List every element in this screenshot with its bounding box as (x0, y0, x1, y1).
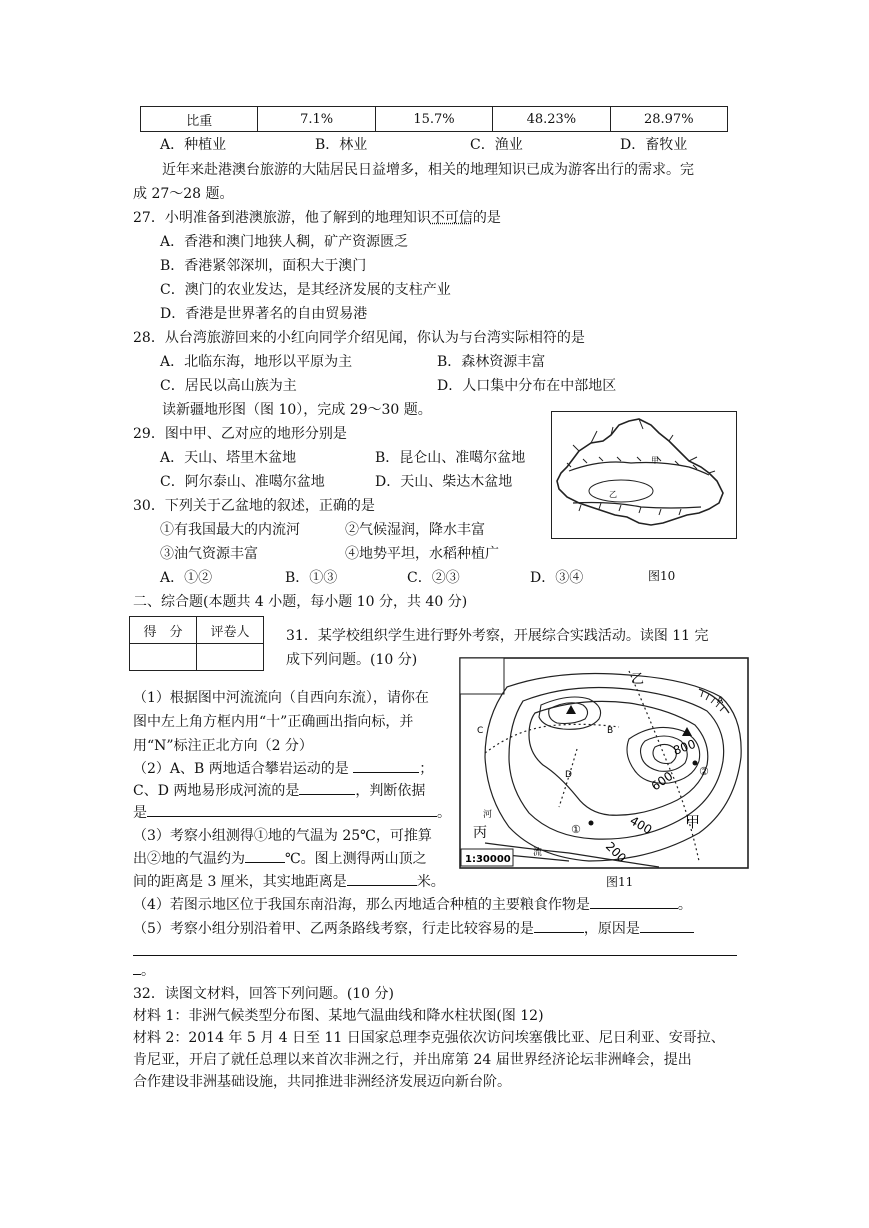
q32-material-2-line2: 肯尼亚，开启了就任总理以来首次非洲之行，并出席第 24 届世界经济论坛非洲峰会，提出 (133, 1052, 692, 1068)
q30-item-1: ①有我国最大的内流河 (160, 522, 300, 538)
q31-p5 (133, 918, 694, 939)
q31-p1-line1: （1）根据图中河流流向（自西向东流），请你在 (133, 690, 429, 706)
q31-p2-line2 (133, 780, 425, 801)
fig10-label-jia: 甲 (651, 456, 659, 465)
q31-p2-semicolon: ； (419, 761, 434, 777)
table-cell: 7.1% (258, 107, 375, 132)
q32-material-2-line1: 材料 2：2014 年 5 月 4 日至 11 日国家总理李克强依次访问埃塞俄比亚、尼日利亚、安哥拉、 (133, 1030, 725, 1046)
score-cell[interactable] (130, 644, 197, 671)
q29-option-a: A．天山、塔里木盆地 (160, 450, 297, 466)
q30-stem: 30．下列关于乙盆地的叙述，正确的是 (133, 498, 375, 514)
q31-p5-blank-2[interactable] (640, 918, 694, 933)
q31-p2-text3: ，判断依据 (355, 783, 426, 799)
q28-option-a: A．北临东海，地形以平原为主 (160, 354, 353, 370)
q31-p5-blank-1[interactable] (534, 918, 584, 933)
q31-p2-period: 。 (437, 805, 451, 821)
q31-stem-line1: 31．某学校组织学生进行野外考察，开展综合实践活动。读图 11 完 (286, 628, 709, 644)
q31-p4 (133, 894, 692, 915)
q31-p3-text2: ℃。图上测得两山顶之 (285, 851, 427, 867)
q31-p3-line1: （3）考察小组测得①地的气温为 25℃，可推算 (133, 828, 432, 844)
figure-11-caption: 图11 (606, 875, 634, 889)
q29-option-b: B．昆仑山、准噶尔盆地 (375, 450, 526, 466)
q27-option-c: C．澳门的农业发达，是其经济发展的支柱产业 (160, 282, 451, 298)
fig11-label-C: C (477, 726, 484, 736)
fig11-label-he: 河 (483, 810, 493, 820)
q28-option-b: B．森林资源丰富 (437, 354, 546, 370)
fig10-label-yi: 乙 (609, 490, 617, 499)
north-arrow-box[interactable] (460, 658, 504, 694)
q29-option-c: C．阿尔泰山、准噶尔盆地 (160, 474, 325, 490)
point-1-marker (589, 821, 594, 826)
q31-p2-line3 (133, 802, 451, 823)
q31-p4-text: （4）若图示地区位于我国东南沿海，那么丙地适合种植的主要粮食作物是 (133, 897, 590, 913)
intro-hk-line1: 近年来赴港澳台旅游的大陆居民日益增多，相关的地理知识已成为游客出行的需求。完 (162, 162, 694, 178)
contour-map-image (459, 657, 749, 869)
score-table (129, 616, 264, 671)
grader-header: 评卷人 (197, 617, 264, 644)
q31-p4-period: 。 (677, 897, 692, 913)
q31-p3-text4: 米。 (416, 874, 445, 890)
q31-p3-line3 (133, 871, 445, 892)
intro-xj: 读新疆地形图（图 10），完成 29～30 题。 (162, 402, 432, 418)
q26-option-d: D．畜牧业 (620, 137, 688, 153)
score-header: 得 分 (130, 617, 197, 644)
q31-p5-end-period: 。 (141, 963, 155, 979)
contour-label-600: 600 (648, 768, 676, 794)
scale-label: 1:30000 (465, 854, 511, 865)
q31-p4-blank[interactable] (590, 894, 678, 909)
q31-p3-line2 (133, 848, 427, 869)
q31-p2-blank-3[interactable] (147, 802, 437, 817)
q32-stem: 32．读图文材料，回答下列问题。(10 分) (133, 986, 395, 1002)
table-cell: 15.7% (375, 107, 492, 132)
q30-option-a: A．①② (160, 570, 213, 586)
q29-option-d: D．天山、柴达木盆地 (375, 474, 513, 490)
q31-p5-end (133, 960, 155, 981)
q26-option-a: A．种植业 (160, 137, 227, 153)
q31-p5-end-blank (133, 960, 141, 975)
table-label-cell: 比重 (141, 107, 258, 132)
figure-10-caption: 图10 (648, 569, 676, 583)
q31-p5-answer-line[interactable] (133, 955, 737, 956)
table-row (130, 617, 264, 644)
q31-p2-line1 (133, 758, 433, 779)
q30-option-b: B．①③ (285, 570, 338, 586)
q31-p3-blank-1[interactable] (245, 848, 285, 863)
q31-p3-blank-2[interactable] (347, 871, 417, 886)
point-2-marker (693, 761, 698, 766)
q32-material-1: 材料 1：非洲气候类型分布图、某地气温曲线和降水柱状图(图 12) (133, 1008, 544, 1024)
q31-p2-blank-2[interactable] (299, 780, 355, 795)
q27-stem-pre: 27．小明准备到港澳旅游，他了解到的地理知识 (133, 210, 431, 226)
q26-option-b: B．林业 (315, 137, 368, 153)
q31-p3-text: 出②地的气温约为 (133, 851, 245, 867)
q29-stem: 29．图中甲、乙对应的地形分别是 (133, 426, 347, 442)
q31-p2-text4: 是 (133, 805, 147, 821)
fig11-label-point2: ② (699, 765, 709, 778)
q28-option-d: D．人口集中分布在中部地区 (437, 378, 617, 394)
table-cell: 48.23% (493, 107, 610, 132)
q28-stem: 28．从台湾旅游回来的小红向同学介绍见闻，你认为与台湾实际相符的是 (133, 330, 585, 346)
figure-10-xinjiang-map (551, 411, 737, 543)
q27-stem-emphasis: 不可信 (430, 210, 473, 226)
fig11-label-A: A (717, 696, 724, 706)
q31-stem-line2: 成下列问题。(10 分) (286, 652, 418, 668)
q28-option-c: C．居民以高山族为主 (160, 378, 297, 394)
xinjiang-map-image (551, 411, 737, 539)
q30-option-d: D．③④ (530, 570, 584, 586)
fig11-label-bing: 丙 (473, 825, 487, 841)
fig11-label-yi: 乙 (631, 672, 645, 687)
contour-label-400: 400 (627, 813, 655, 838)
q27-stem (133, 208, 501, 228)
q31-p5-text: （5）考察小组分别沿着甲、乙两条路线考察，行走比较容易的是 (133, 921, 534, 937)
q31-p1-line3: 用“N”标注正北方向（2 分） (133, 738, 313, 754)
fig11-label-B: B (607, 726, 614, 736)
intro-hk-line2: 成 27～28 题。 (133, 186, 234, 202)
q27-option-a: A．香港和澳门地狭人稠，矿产资源匮乏 (160, 234, 409, 250)
q30-item-3: ③油气资源丰富 (160, 546, 258, 562)
q30-item-2: ②气候湿润，降水丰富 (345, 522, 485, 538)
table-cell: 28.97% (610, 107, 727, 132)
q30-option-c: C．②③ (407, 570, 460, 586)
table-row (141, 107, 728, 132)
q31-p2-text2: C、D 两地易形成河流的是 (133, 783, 300, 799)
q27-stem-post: 的是 (472, 210, 501, 226)
contour-label-200: 200 (602, 839, 629, 866)
fig11-label-point1: ① (571, 823, 581, 836)
table-row (130, 644, 264, 671)
q31-p1-line2: 图中左上角方框内用“十”正确画出指向标，并 (133, 714, 414, 730)
q31-p2-blank-1[interactable] (353, 758, 419, 773)
fig11-label-jia: 甲 (685, 813, 701, 831)
q30-item-4: ④地势平坦，水稻种植广 (345, 546, 499, 562)
contour-label-800: 800 (671, 736, 698, 758)
section-2-heading: 二、综合题(本题共 4 小题，每小题 10 分，共 40 分) (133, 594, 468, 610)
q31-p5-text2: ，原因是 (583, 921, 640, 937)
ratio-table (140, 106, 728, 132)
q27-option-b: B．香港紧邻深圳，面积大于澳门 (160, 258, 367, 274)
q26-option-c: C．渔业 (470, 137, 523, 153)
grader-cell[interactable] (197, 644, 264, 671)
fig11-label-D: D (565, 770, 572, 780)
q32-material-2-line3: 合作建设非洲基础设施，共同推进非洲经济发展迈向新台阶。 (133, 1074, 511, 1090)
figure-11-contour-map (459, 657, 749, 873)
q31-p2-text: （2）A、B 两地适合攀岩运动的是 (133, 761, 349, 777)
fig11-label-liu: 流 (533, 848, 543, 858)
q31-p3-text3: 间的距离是 3 厘米，其实地距离是 (133, 874, 347, 890)
q27-option-d: D．香港是世界著名的自由贸易港 (160, 306, 368, 322)
